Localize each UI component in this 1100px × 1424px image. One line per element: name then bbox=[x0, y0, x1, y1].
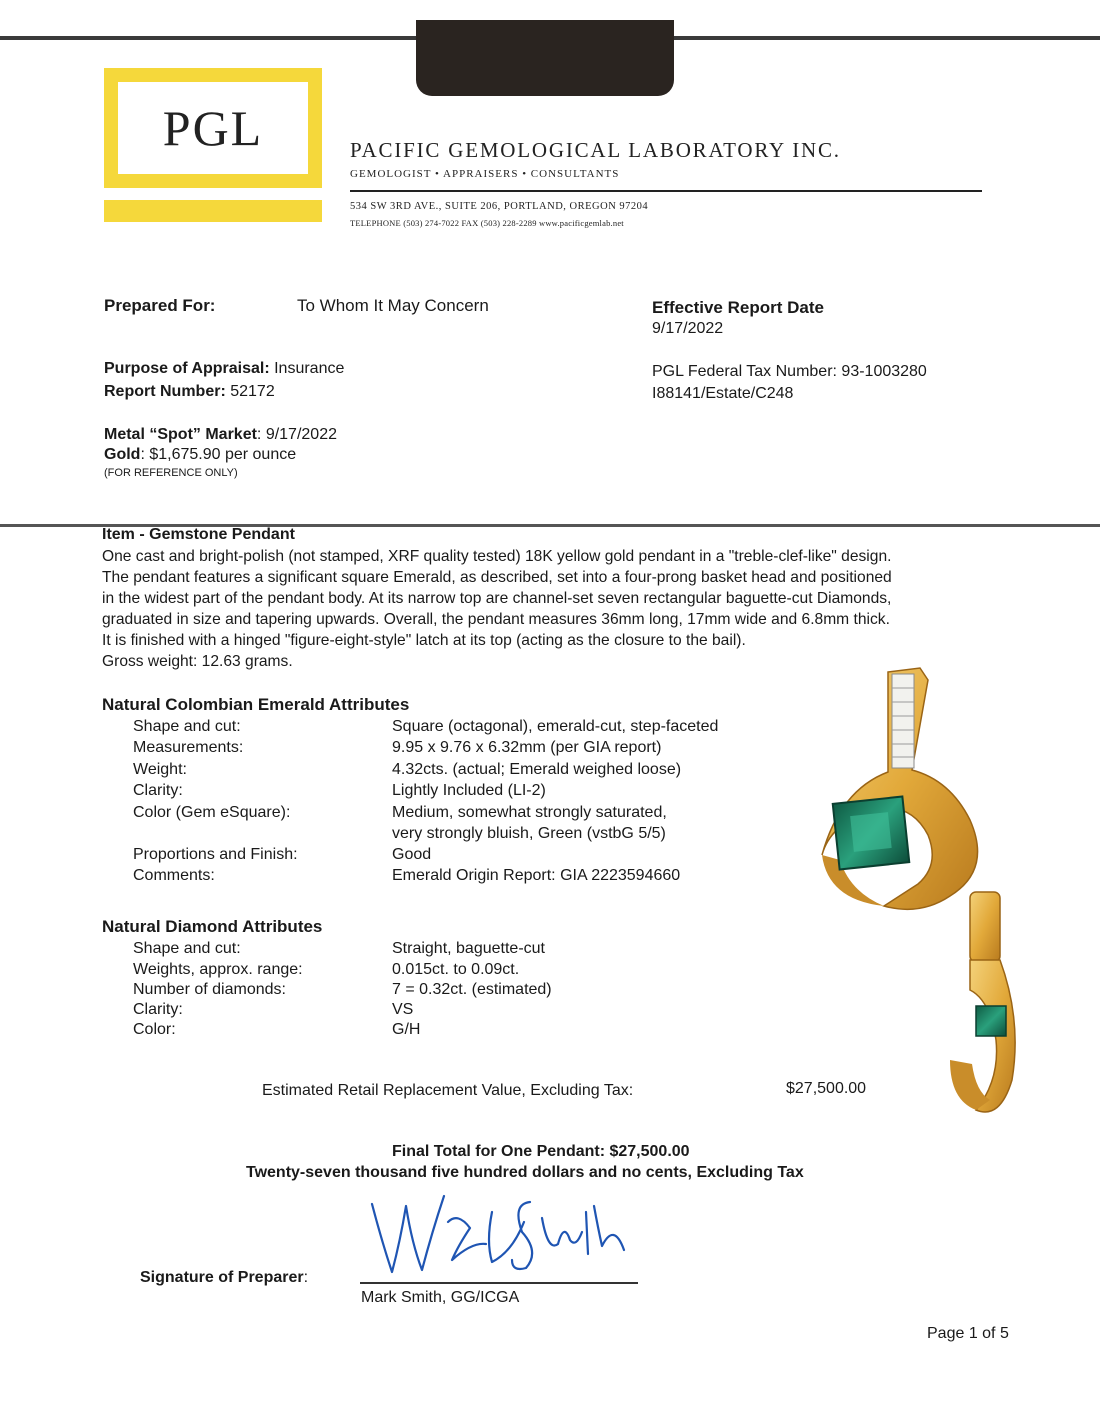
emerald-attr-value: very strongly bluish, Green (vstbG 5/5) bbox=[392, 825, 666, 842]
emerald-attr-label: Color (Gem eSquare): bbox=[133, 804, 291, 821]
pgl-logo-bar bbox=[104, 200, 322, 222]
preparer-name: Mark Smith, GG/ICGA bbox=[361, 1289, 520, 1306]
metal-spot-label: Metal “Spot” Market bbox=[104, 426, 257, 443]
emerald-attr-value: 4.32cts. (actual; Emerald weighed loose) bbox=[392, 761, 682, 778]
metal-spot-line bbox=[104, 426, 337, 444]
handwritten-signature bbox=[362, 1182, 632, 1282]
diamond-attr-value: VS bbox=[392, 1001, 414, 1018]
company-name: PACIFIC GEMOLOGICAL LABORATORY INC. bbox=[350, 138, 841, 162]
description-line: It is finished with a hinged "figure-eight-style" latch at its top (acting as the closure to the bail). bbox=[102, 632, 746, 649]
diamond-attr-label: Color: bbox=[133, 1021, 176, 1038]
gold-value: : $1,675.90 per ounce bbox=[140, 446, 297, 463]
tax-number: PGL Federal Tax Number: 93-1003280 bbox=[652, 363, 927, 380]
total-in-words: Twenty-seven thousand five hundred dollars and no cents, Excluding Tax bbox=[246, 1164, 804, 1181]
purpose-line bbox=[104, 360, 344, 378]
description-line: in the widest part of the pendant body. At its narrow top are channel-set seven rectangular baguette-cut Diamonds, bbox=[102, 590, 892, 607]
company-subtitle: GEMOLOGIST • APPRAISERS • CONSULTANTS bbox=[350, 168, 620, 180]
emerald-section-title: Natural Colombian Emerald Attributes bbox=[102, 695, 410, 714]
metal-spot-value: : 9/17/2022 bbox=[256, 426, 337, 443]
emerald-attr-label: Clarity: bbox=[133, 782, 183, 799]
report-number-line bbox=[104, 383, 275, 401]
effective-date-label: Effective Report Date bbox=[652, 298, 824, 317]
pgl-logo: PGL bbox=[162, 100, 264, 156]
emerald-attr-value: Medium, somewhat strongly saturated, bbox=[392, 804, 667, 821]
pendant-photo bbox=[800, 660, 1020, 1120]
signature-line bbox=[140, 1269, 308, 1287]
report-number-value: 52172 bbox=[225, 383, 275, 400]
page-number: Page 1 of 5 bbox=[927, 1325, 1009, 1342]
emerald-attr-label: Weight: bbox=[133, 761, 187, 778]
diamond-attr-label: Clarity: bbox=[133, 1001, 183, 1018]
scan-clip-shadow bbox=[416, 20, 674, 96]
pendant-front bbox=[822, 668, 978, 909]
replacement-value-label: Estimated Retail Replacement Value, Excluding Tax: bbox=[262, 1082, 634, 1099]
diamond-attr-value: 0.015ct. to 0.09ct. bbox=[392, 961, 520, 978]
pendant-bail bbox=[970, 892, 1000, 962]
signature-rule bbox=[360, 1282, 638, 1284]
prepared-for-label: Prepared For: bbox=[104, 296, 216, 315]
diamond-attr-label: Weights, approx. range: bbox=[133, 961, 303, 978]
purpose-label: Purpose of Appraisal: bbox=[104, 360, 270, 377]
company-telephone: TELEPHONE (503) 274-7022 FAX (503) 228-2289 www.pacificgemlab.net bbox=[350, 218, 624, 228]
emerald-attr-value: Good bbox=[392, 846, 432, 863]
emerald-table bbox=[850, 812, 892, 852]
effective-date-value: 9/17/2022 bbox=[652, 320, 724, 337]
signature-colon: : bbox=[303, 1269, 309, 1286]
description-line: Gross weight: 12.63 grams. bbox=[102, 653, 293, 670]
emerald-attr-label: Comments: bbox=[133, 867, 215, 884]
pendant-back bbox=[950, 892, 1015, 1112]
signature-stroke bbox=[372, 1196, 624, 1272]
emerald-back bbox=[976, 1006, 1006, 1036]
emerald-attr-label: Shape and cut: bbox=[133, 718, 241, 735]
diamond-attr-label: Number of diamonds: bbox=[133, 981, 286, 998]
description-line: graduated in size and tapering upwards. Overall, the pendant measures 36mm long, 17mm wide and 6.8mm thick. bbox=[102, 611, 890, 628]
item-description bbox=[102, 546, 1032, 672]
reference-note: (FOR REFERENCE ONLY) bbox=[104, 467, 238, 479]
replacement-value-amount: $27,500.00 bbox=[786, 1080, 867, 1097]
reference-code: I88141/Estate/C248 bbox=[652, 385, 794, 402]
pendant-back-curl bbox=[950, 1060, 990, 1110]
signature-label: Signature of Preparer bbox=[140, 1269, 304, 1286]
diamond-attr-value: G/H bbox=[392, 1021, 421, 1038]
emerald-attr-value: 9.95 x 9.76 x 6.32mm (per GIA report) bbox=[392, 739, 662, 756]
emerald-attr-label: Measurements: bbox=[133, 739, 244, 756]
diamond-attr-value: Straight, baguette-cut bbox=[392, 940, 545, 957]
diamond-attr-label: Shape and cut: bbox=[133, 940, 241, 957]
emerald-attr-value: Square (octagonal), emerald-cut, step-faceted bbox=[392, 718, 719, 735]
description-line: The pendant features a significant square Emerald, as described, set into a four-prong basket head and positioned bbox=[102, 569, 892, 586]
emerald-attr-value: Emerald Origin Report: GIA 2223594660 bbox=[392, 867, 681, 884]
item-title: Item - Gemstone Pendant bbox=[102, 526, 295, 543]
company-address: 534 SW 3RD AVE., SUITE 206, PORTLAND, OREGON 97204 bbox=[350, 201, 649, 212]
prepared-for-value: To Whom It May Concern bbox=[297, 296, 489, 315]
emerald-attr-label: Proportions and Finish: bbox=[133, 846, 298, 863]
report-number-label: Report Number: bbox=[104, 383, 226, 400]
diamond-section-title: Natural Diamond Attributes bbox=[102, 917, 323, 936]
purpose-value: Insurance bbox=[269, 360, 345, 377]
description-line: One cast and bright-polish (not stamped, XRF quality tested) 18K yellow gold pendant in a "treble-clef-like" design. bbox=[102, 548, 892, 565]
final-total: Final Total for One Pendant: $27,500.00 bbox=[392, 1143, 690, 1160]
gold-line bbox=[104, 446, 296, 464]
emerald-attr-value: Lightly Included (LI-2) bbox=[392, 782, 546, 799]
letterhead-rule bbox=[350, 190, 982, 192]
diamond-attr-value: 7 = 0.32ct. (estimated) bbox=[392, 981, 552, 998]
gold-label: Gold bbox=[104, 446, 141, 463]
